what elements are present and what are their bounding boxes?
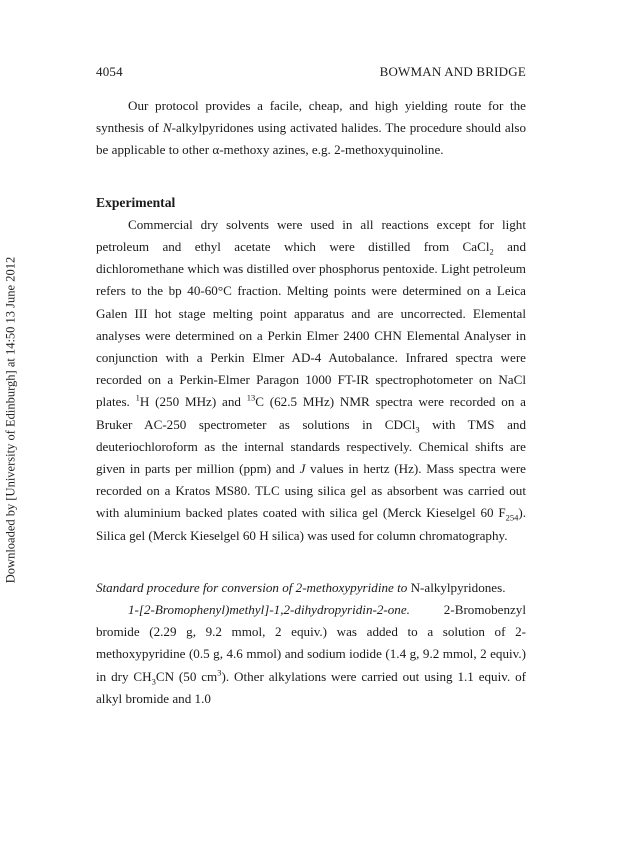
exp-sub-254: 254 <box>505 513 519 524</box>
page-number: 4054 <box>96 64 123 79</box>
exp-sub-cdcl3: 3 <box>415 424 420 435</box>
proc-text-2: CN (50 cm <box>155 668 218 684</box>
proc-text-1: 2-Bromobenzyl bromide (2.29 g, 9.2 mmol, 2 equiv.) was added to a solution of 2-methoxypyridine (0.5 g, 4.6 mmol) and sodium iodide (1.4 g, 9.2 mmol, 2 equiv.) in dry CH <box>96 602 526 684</box>
download-note-text: Downloaded by [University of Edinburgh] at 14:50 13 June 2012 <box>3 256 18 584</box>
intro-paragraph <box>96 95 526 162</box>
proc-text-3: ). Other alkylations were carried out using 1.1 equiv. of alkyl bromide and 1.0 <box>96 668 527 706</box>
exp-sub-cacl2: 2 <box>489 246 494 257</box>
experimental-heading: Experimental <box>96 194 176 210</box>
exp-sup-13c: 13 <box>246 393 256 404</box>
exp-j-italic: J <box>299 461 306 477</box>
download-watermark <box>0 0 20 864</box>
exp-text-7: ). Silica gel (Merck Kieselgel 60 H silica) was used for column chromatography. <box>96 505 526 543</box>
procedure-heading-plain: N-alkylpyridones. <box>410 579 506 595</box>
procedure-heading-italic: Standard procedure for conversion of 2-methoxypyridine to <box>96 579 411 595</box>
compound-name: 1-[2-Bromophenyl)methyl]-1,2-dihydropyridin-2-one. <box>128 602 410 618</box>
exp-text-2: and dichloromethane which was distilled over phosphorus pentoxide. Light petroleum refers to the bp 40-60°C fraction. Melting points were determined on a Leica Galen III hot stage melting point apparatus and are uncorrected. Elemental analyses were determined on a Perkin Elmer 2400 CHN Elemental Analyser in conjunction with a Perkin Elmer AD-4 Autobalance. Infrared spectra were recorded on a Perkin-Elmer Paragon 1000 FT-IR spectrophotometer on NaCl plates. <box>96 239 526 410</box>
running-head: BOWMAN AND BRIDGE <box>379 64 526 79</box>
procedure-paragraph <box>96 599 526 710</box>
page-body <box>96 95 526 710</box>
proc-sub-ch3: 3 <box>151 676 156 687</box>
experimental-paragraph <box>96 214 526 547</box>
intro-n-italic: N <box>162 120 172 136</box>
proc-sup-cm3: 3 <box>217 667 222 678</box>
procedure-heading <box>96 577 526 599</box>
exp-text-1: Commercial dry solvents were used in all reactions except for light petroleum and ethyl acetate which were distilled from CaCl <box>96 216 526 255</box>
exp-text-6: values in hertz (Hz). Mass spectra were recorded on a Kratos MS80. TLC using silica gel as absorbent was carried out with aluminium backed plates coated with silica gel (Merck Kieselgel 60 F <box>96 461 526 521</box>
exp-text-4: C (62.5 MHz) NMR spectra were recorded on a Bruker AC-250 spectrometer as solutions in CDCl <box>96 394 526 432</box>
intro-text-2: -alkylpyridones using activated halides. The procedure should also be applicable to other α-methoxy azines, e.g. 2-methoxyquinoline. <box>96 120 527 158</box>
exp-sup-1h: 1 <box>135 393 140 404</box>
intro-text-1: Our protocol provides a facile, cheap, and high yielding route for the synthesis of <box>96 98 526 136</box>
exp-text-5: with TMS and deuteriochloroform as the internal standards respectively. Chemical shifts are given in parts per million (ppm) and <box>96 416 526 477</box>
exp-text-3: H (250 MHz) and <box>139 394 247 410</box>
